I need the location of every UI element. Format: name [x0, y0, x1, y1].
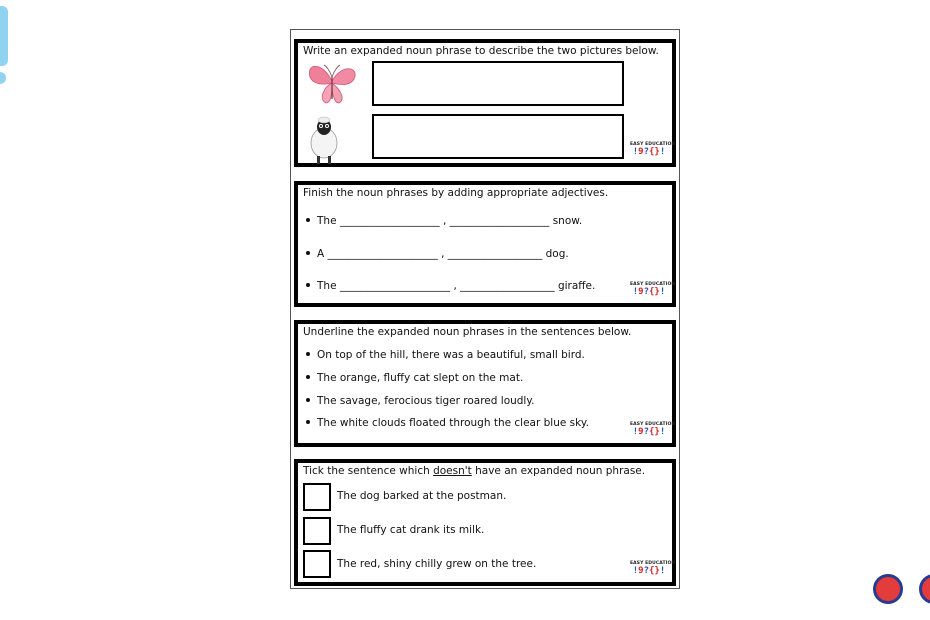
- panel-describe-pictures: [294, 39, 676, 167]
- scribble-circle-icon[interactable]: [873, 574, 903, 604]
- tick-option-label: The fluffy cat drank its milk.: [337, 524, 485, 536]
- panel-title: Underline the expanded noun phrases in the sentences below.: [303, 326, 632, 338]
- easy-education-logo: EASY EDUCATION !9?{}!: [630, 561, 676, 576]
- bullet-icon: [306, 251, 310, 255]
- scribble-circle-icon[interactable]: [919, 574, 930, 604]
- list-item: The _____________________ , __________________ giraffe.: [306, 280, 595, 292]
- bullet-icon: [306, 398, 310, 402]
- tick-checkbox[interactable]: [303, 483, 331, 511]
- bullet-icon: [306, 375, 310, 379]
- panel-finish-noun-phrases: [294, 181, 676, 307]
- easy-education-logo: EASY EDUCATION !9?{}!: [630, 422, 676, 437]
- list-item: The white clouds floated through the clear blue sky.: [306, 417, 589, 429]
- list-item: On top of the hill, there was a beautiful, small bird.: [306, 349, 585, 361]
- tick-option-label: The dog barked at the postman.: [337, 490, 507, 502]
- exclamation-dot-decoration: [0, 72, 6, 84]
- easy-education-logo: EASY EDUCATION !9?{}!: [630, 142, 676, 157]
- bullet-icon: [306, 352, 310, 356]
- list-item: A _____________________ , __________________ dog.: [306, 248, 569, 260]
- exclamation-decoration: [0, 6, 8, 66]
- butterfly-picture: [304, 59, 360, 109]
- list-item: The savage, ferocious tiger roared loudly.: [306, 395, 534, 407]
- panel-title: Finish the noun phrases by adding appropriate adjectives.: [303, 187, 609, 199]
- panel-tick-sentence: [294, 459, 676, 586]
- tick-option-label: The red, shiny chilly grew on the tree.: [337, 558, 537, 570]
- panel-title: Tick the sentence which doesn't have an expanded noun phrase.: [303, 465, 646, 477]
- list-item: The orange, fluffy cat slept on the mat.: [306, 372, 523, 384]
- list-item: The ___________________ , ___________________ snow.: [306, 215, 582, 227]
- answer-box-butterfly[interactable]: [372, 61, 624, 106]
- bullet-icon: [306, 420, 310, 424]
- panel-title: Write an expanded noun phrase to describe the two pictures below.: [303, 45, 659, 57]
- worksheet-page: [290, 29, 680, 589]
- easy-education-logo: EASY EDUCATION !9?{}!: [630, 282, 676, 297]
- sheep-picture: [308, 113, 340, 165]
- tick-checkbox[interactable]: [303, 517, 331, 545]
- bullet-icon: [306, 218, 310, 222]
- answer-box-sheep[interactable]: [372, 114, 624, 159]
- bullet-icon: [306, 283, 310, 287]
- tick-checkbox[interactable]: [303, 550, 331, 578]
- panel-underline-phrases: [294, 320, 676, 447]
